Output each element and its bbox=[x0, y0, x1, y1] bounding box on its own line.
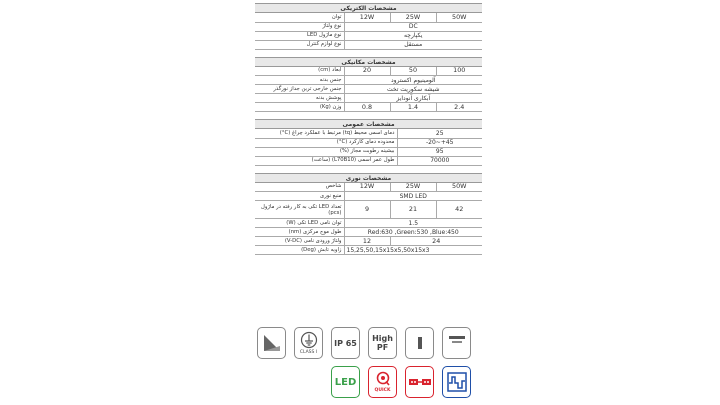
table-row bbox=[255, 67, 482, 76]
feature-badges bbox=[254, 324, 482, 405]
row-label: محدوده دمای کارکرد (C°) bbox=[255, 138, 397, 147]
cell-value: SMD LED bbox=[344, 192, 482, 201]
row-label: زاویه تابش (Deg) bbox=[255, 246, 344, 255]
row-label: نوع ماژول LED bbox=[255, 31, 344, 40]
cell-value: شیشه سکوریت تخت bbox=[344, 85, 482, 94]
class1-label: CLASS I bbox=[299, 350, 318, 355]
cell-value: 1.4 bbox=[390, 103, 436, 112]
ip65-label: IP 65 bbox=[334, 338, 357, 348]
led-label: LED bbox=[334, 376, 357, 388]
general-section-title: مشخصات عمومی bbox=[255, 119, 482, 129]
quick-connect-icon bbox=[375, 371, 391, 387]
cell-value: 9 bbox=[344, 201, 390, 219]
linkable-badge bbox=[405, 366, 434, 398]
quick-label: QUICK bbox=[374, 388, 391, 393]
electrical-section-title: مشخصات الکتریکی bbox=[255, 3, 482, 13]
cell-value: 25W bbox=[390, 13, 436, 22]
row-label: طول عمر اسمی (L70B10) (ساعت) bbox=[255, 156, 397, 165]
spec-sheet bbox=[255, 0, 482, 255]
row-label: تعداد LED تکی به کار رفته در ماژول (pcs) bbox=[255, 201, 344, 219]
waveform-badge bbox=[442, 366, 471, 398]
row-label: نوع ولتاژ bbox=[255, 22, 344, 31]
row-label: وزن (Kg) bbox=[255, 103, 344, 112]
cell-value: DC bbox=[344, 22, 482, 31]
table-row bbox=[255, 85, 482, 94]
cell-value: آلومینیوم اکسترود bbox=[344, 76, 482, 85]
connect-link-icon bbox=[408, 374, 432, 390]
cell-value: 95 bbox=[397, 147, 482, 156]
table-row bbox=[255, 13, 482, 22]
surface-mount-icon bbox=[446, 332, 468, 354]
table-row bbox=[255, 201, 482, 219]
row-label: دمای اسمی محیط (tq) مرتبط با عملکرد چراغ (C°) bbox=[255, 129, 397, 138]
table-row bbox=[255, 156, 482, 165]
electrical-table bbox=[255, 13, 482, 50]
cell-value: 12W bbox=[344, 183, 390, 192]
row-label: توان نامی LED تکی (W) bbox=[255, 219, 344, 228]
cell-value: 50 bbox=[390, 67, 436, 76]
cell-value: 0.8 bbox=[344, 103, 390, 112]
cell-value: -20~+45 bbox=[397, 138, 482, 147]
row-label: پوشش بدنه bbox=[255, 94, 344, 103]
table-row bbox=[255, 31, 482, 40]
row-label: طول موج مرکزی (nm) bbox=[255, 228, 344, 237]
cell-value: 21 bbox=[390, 201, 436, 219]
cell-value: 24 bbox=[390, 237, 482, 246]
cell-value: 15,25,50,15x15x5,50x15x3 bbox=[344, 246, 482, 255]
cell-value: 12W bbox=[344, 13, 390, 22]
high-pf-top-label: High bbox=[372, 334, 393, 343]
table-row bbox=[255, 219, 482, 228]
table-row bbox=[255, 237, 482, 246]
table-row bbox=[255, 246, 482, 255]
ceiling-badge bbox=[442, 327, 471, 359]
row-label: منبع نوری bbox=[255, 192, 344, 201]
lighting-table bbox=[255, 183, 482, 256]
quick-badge bbox=[368, 366, 397, 398]
row-label: بیشینه رطوبت مجاز (%) bbox=[255, 147, 397, 156]
led-badge bbox=[331, 366, 360, 398]
table-row bbox=[255, 103, 482, 112]
cell-value: 1.5 bbox=[344, 219, 482, 228]
cell-value: 42 bbox=[436, 201, 482, 219]
mounting-badge bbox=[257, 327, 286, 359]
table-row bbox=[255, 138, 482, 147]
cell-value: 20 bbox=[344, 67, 390, 76]
cell-value: 25 bbox=[397, 129, 482, 138]
lighting-section-title: مشخصات نوری bbox=[255, 173, 482, 183]
linear-fixture-icon bbox=[411, 334, 429, 352]
cell-value: 12 bbox=[344, 237, 390, 246]
table-row bbox=[255, 76, 482, 85]
table-row bbox=[255, 94, 482, 103]
row-label: جنس خارجی ترین جداز نورگذر bbox=[255, 85, 344, 94]
high-pf-bottom-label: PF bbox=[376, 343, 389, 352]
cell-value: مستقل bbox=[344, 40, 482, 49]
cell-value: 100 bbox=[436, 67, 482, 76]
table-row bbox=[255, 129, 482, 138]
cell-value: 50W bbox=[436, 183, 482, 192]
linear-badge bbox=[405, 327, 434, 359]
row-label: نوع لوازم کنترل bbox=[255, 40, 344, 49]
cell-value: 50W bbox=[436, 13, 482, 22]
table-row bbox=[255, 183, 482, 192]
row-label: شاخص bbox=[255, 183, 344, 192]
waveform-icon bbox=[446, 371, 468, 393]
mechanical-section-title: مشخصات مکانیکی bbox=[255, 57, 482, 67]
row-label: ابعاد (cm) bbox=[255, 67, 344, 76]
cell-value: آبکاری آنودایز bbox=[344, 94, 482, 103]
earth-ground-icon bbox=[300, 331, 318, 349]
cell-value: Red:630 ,Green:530 ,Blue:450 bbox=[344, 228, 482, 237]
high-pf-badge bbox=[368, 327, 397, 359]
cell-value: یکپارچه bbox=[344, 31, 482, 40]
ip65-badge bbox=[331, 327, 360, 359]
table-row bbox=[255, 228, 482, 237]
mechanical-table bbox=[255, 67, 482, 113]
cell-value: 70000 bbox=[397, 156, 482, 165]
table-row bbox=[255, 22, 482, 31]
cell-value: 2.4 bbox=[436, 103, 482, 112]
general-table bbox=[255, 129, 482, 166]
table-row bbox=[255, 192, 482, 201]
cell-value: 25W bbox=[390, 183, 436, 192]
row-label: توان bbox=[255, 13, 344, 22]
row-label: ولتاژ ورودی نامی (V-DC) bbox=[255, 237, 344, 246]
table-row bbox=[255, 147, 482, 156]
table-row bbox=[255, 40, 482, 49]
mounting-icon bbox=[261, 332, 283, 354]
class1-badge bbox=[294, 327, 323, 359]
row-label: جنس بدنه bbox=[255, 76, 344, 85]
